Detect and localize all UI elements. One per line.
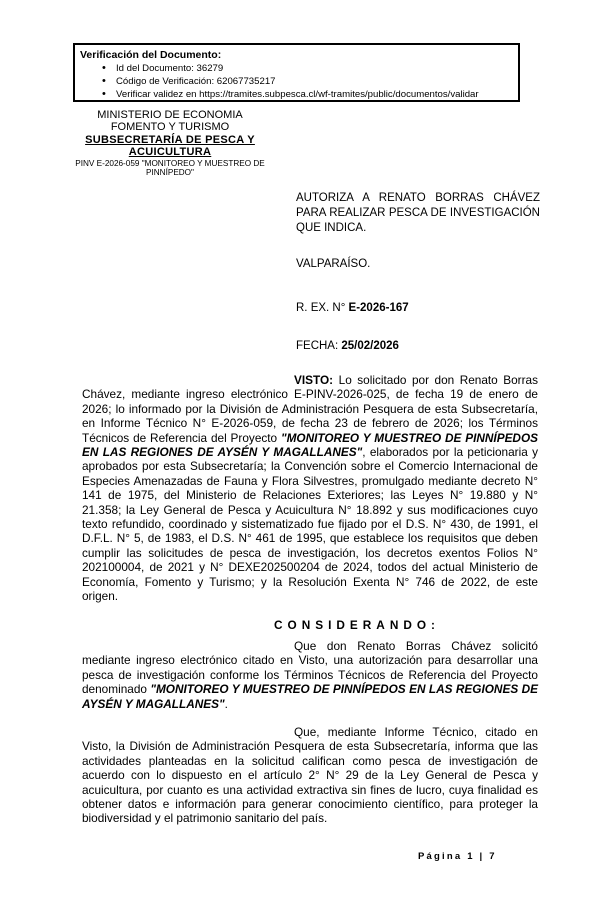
visto-project-title: "MONITOREO Y MUESTREO DE PINNÍPEDOS EN LAS REGIONES DE AYSÉN Y MAGALLANES" <box>82 430 538 460</box>
verification-title: Verificación del Documento: <box>80 49 222 61</box>
date-label: FECHA: <box>296 340 342 352</box>
subject-text: AUTORIZA A RENATO BORRAS CHÁVEZ PARA REALIZAR PESCA DE INVESTIGACIÓN QUE INDICA. <box>296 192 540 235</box>
project-reference-line1: PINV E-2026-059 "MONITOREO Y MUESTREO DE <box>75 159 265 169</box>
considerando-p1-text-1: Que don Renato Borras Chávez solicitó mediante ingreso electrónico citado en Visto, una autorización para desarrollar una pesca de investigación conforme los Términos Técnicos de Referencia del Proyecto denominado <box>82 638 538 697</box>
visto-text-1: Lo solicitado por don Renato Borras Chávez, mediante ingreso electrónico E-PINV-2026-025, de fecha 19 de enero de 2026; lo informado por la División de Administración Pesquera de esta Subsecretaría, en Informe Técnico N° E-2026-059, de fecha 23 de febrero de 2026; los Términos Técnicos de Referencia del Proyecto <box>82 373 538 445</box>
place-line: VALPARAÍSO. <box>296 258 371 270</box>
letterhead <box>30 109 310 178</box>
visto-label: VISTO: <box>294 373 334 387</box>
subsecretaria-name-line2: ACUICULTURA <box>128 145 212 158</box>
resolution-number: E-2026-167 <box>348 302 409 314</box>
verification-list <box>80 62 513 102</box>
resolution-label: R. EX. N° <box>296 302 349 314</box>
visto-text-2: , elaborados por la peticionaria y aprobados por esta Subsecretaría; la Convención sobre el Comercio Internacional de Especies Amenazadas de Fauna y Flora Silvestres, promulgado mediante decreto N° 141 de 1975, del Ministerio de Relaciones Exteriores; las Leyes N° 19.880 y N° 21.358; la Ley General de Pesca y Acuicultura N° 18.892 y sus modificaciones cuyo texto refundido, coordinado y sistematizado fue fijado por el D.S. N° 430, de 1991, el D.F.L. N° 5, de 1983, el D.S. N° 461 de 1995, que establece los requisitos que deben cumplir las solicitudes de pesca de investigación, los decretos exentos Folios N° 202100004, de 2021 y N° DEXE202500204 de 2024, todos del actual Ministerio de Economía, Fomento y Turismo; y la Resolución Exenta N° 746 de 2022, de este origen. <box>82 445 538 604</box>
considerando-p1-text-2: . <box>224 696 228 711</box>
date-value: 25/02/2026 <box>341 340 399 352</box>
document-body <box>82 373 538 840</box>
date-line <box>296 340 399 352</box>
ministry-name-line1: MINISTERIO DE ECONOMIA <box>97 109 243 121</box>
subsecretaria-name-line1: SUBSECRETARÍA DE PESCA Y <box>85 133 255 146</box>
page-number: Página 1 | 7 <box>418 851 497 862</box>
ministry-name-line2: FOMENTO Y TURISMO <box>110 121 230 134</box>
verification-item-document-id: • Id del Documento: 36279 <box>102 62 513 75</box>
project-reference-line2: PINNÍPEDO" <box>146 168 194 178</box>
visto-paragraph <box>82 373 538 604</box>
verification-item-code: • Código de Verificación: 62067735217 <box>102 75 513 88</box>
considerando-heading: CONSIDERANDO: <box>274 617 440 632</box>
considerando-paragraph-1 <box>82 639 538 711</box>
resolution-number-line <box>296 302 409 314</box>
verification-box <box>73 43 520 102</box>
considerando-p1-project-title: "MONITOREO Y MUESTREO DE PINNÍPEDOS EN LAS REGIONES DE AYSÉN Y MAGALLANES" <box>82 682 539 711</box>
verification-item-url: • Verificar validez en https://tramites.subpesca.cl/wf-tramites/public/documentos/validar <box>102 88 513 101</box>
considerando-paragraph-2: Que, mediante Informe Técnico, citado en Visto, la División de Administración Pesquera de esta Subsecretaría, informa que las actividades planteadas en la solicitud califican como pesca de investigación de acuerdo con lo dispuesto en el artículo 2° N° 29 de la Ley General de Pesca y acuicultura, por cuanto es una actividad extractiva sin fines de lucro, cuya finalidad es obtener datos e información para generar conocimiento científico, para proteger la biodiversidad y el patrimonio sanitario del país. <box>82 724 538 826</box>
project-reference <box>30 159 310 178</box>
